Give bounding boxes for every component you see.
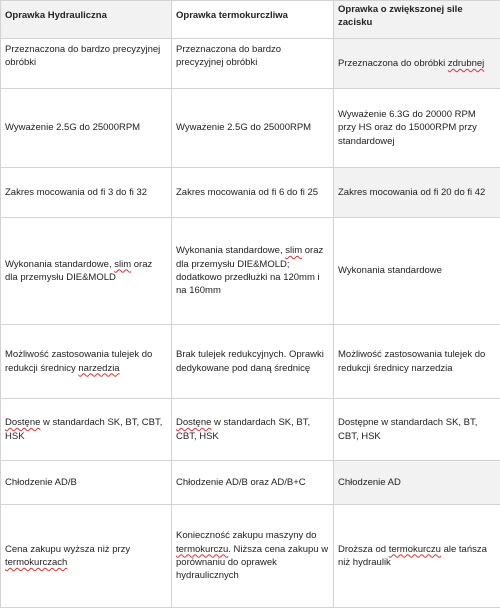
table-row [1, 399, 500, 461]
misspelled-word: zdrubnej [448, 58, 484, 69]
table-cell: Przeznaczona do bardzo precyzyjnej obróbki [1, 39, 172, 89]
table-cell [1, 399, 172, 461]
misspelled-word: Dostęne [5, 417, 40, 428]
table-row [1, 168, 500, 218]
misspelled-word: termokurczu [176, 544, 228, 555]
column-header-hydraulic: Oprawka Hydrauliczna [1, 1, 172, 39]
table-cell: Brak tulejek redukcyjnych. Oprawki dedykowane pod daną średnicę [172, 325, 334, 399]
table-cell: Wyważenie 2.5G do 25000RPM [172, 89, 334, 168]
cell-text: Wykonania standardowe, [176, 245, 285, 256]
column-header-high-clamping: Oprawka o zwiększonej sile zacisku [334, 1, 500, 39]
cell-text: w standardach SK, BT, CBT, HSK [5, 417, 162, 441]
misspelled-word: slim [285, 245, 302, 256]
table-cell: Dostępne w standardach SK, BT, CBT, HSK [334, 399, 500, 461]
table-cell [172, 505, 334, 608]
cell-text: Przeznaczona do obróbki [338, 58, 448, 69]
table-cell: Zakres mocowania od fi 20 do fi 42 [334, 168, 500, 218]
table-cell: Chłodzenie AD/B [1, 461, 172, 505]
table-row [1, 461, 500, 505]
table-cell [172, 218, 334, 325]
table-row [1, 325, 500, 399]
table-row [1, 218, 500, 325]
cell-text: Możliwość zastosowania tulejek do redukcji średnicy [5, 349, 152, 373]
misspelled-word: termokurczach [5, 557, 67, 568]
cell-text: oraz dla przemysłu DIE&MOLD; dodatkowo przedłużki na 120mm i na 160mm [176, 245, 323, 296]
cell-text: Cena zakupu wyższa niż przy [5, 544, 130, 555]
table-cell: Zakres mocowania od fi 6 do fi 25 [172, 168, 334, 218]
cell-text: Droższa od [338, 544, 389, 555]
table-cell [1, 218, 172, 325]
cell-text: Wykonania standardowe, [5, 259, 114, 270]
cell-text: oraz dla przemysłu DIE&MOLD [5, 259, 152, 283]
misspelled-word: Dostęne [176, 417, 211, 428]
table-cell [1, 325, 172, 399]
table-cell: Możliwość zastosowania tulejek do redukcji średnicy narzedzia [334, 325, 500, 399]
table-cell: Chłodzenie AD [334, 461, 500, 505]
misspelled-word: slim [114, 259, 131, 270]
table-cell: Wykonania standardowe [334, 218, 500, 325]
table-cell [334, 39, 500, 89]
table-row [1, 505, 500, 608]
table-cell: Chłodzenie AD/B oraz AD/B+C [172, 461, 334, 505]
table-cell [1, 505, 172, 608]
table-row [1, 89, 500, 168]
table-cell: Wyważenie 6.3G do 20000 RPM przy HS oraz do 15000RPM przy standardowej [334, 89, 500, 168]
cell-text: . Niższa cena zakupu w porównaniu do oprawek hydraulicznych [176, 544, 328, 582]
cell-text: ale tańsza niż hydraulik [338, 544, 487, 568]
table-row [1, 39, 500, 89]
misspelled-word: narzedzia [78, 363, 119, 374]
table-cell [334, 505, 500, 608]
misspelled-word: termokurczu [389, 544, 441, 555]
column-header-shrink-fit: Oprawka termokurczliwa [172, 1, 334, 39]
table-cell: Zakres mocowania od fi 3 do fi 32 [1, 168, 172, 218]
table-cell [172, 399, 334, 461]
table-cell: Przeznaczona do bardzo precyzyjnej obróbki [172, 39, 334, 89]
cell-text: Konieczność zakupu maszyny do [176, 530, 316, 541]
cell-text: w standardach SK, BT, CBT, HSK [176, 417, 310, 441]
table-cell: Wyważenie 2.5G do 25000RPM [1, 89, 172, 168]
header-row [1, 1, 500, 39]
